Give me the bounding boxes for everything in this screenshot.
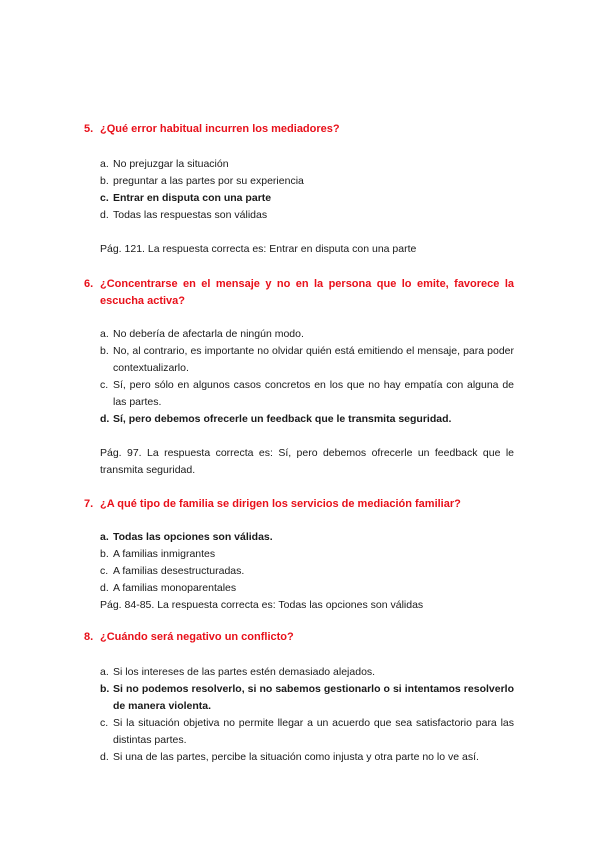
question-8 [84, 629, 514, 646]
option-letter: c. [100, 192, 109, 204]
question-number: 6. [84, 278, 94, 290]
question-number: 7. [84, 498, 94, 510]
option-text: Todas las opciones son válidas. [113, 531, 273, 543]
option-6c [100, 377, 514, 411]
option-letter: d. [100, 209, 109, 221]
option-letter: d. [100, 413, 110, 425]
option-letter: c. [100, 565, 109, 577]
option-letter: d. [100, 751, 109, 763]
option-7c [100, 563, 514, 580]
question-text: ¿Qué error habitual incurren los mediadores? [100, 123, 340, 135]
option-letter: a. [100, 158, 109, 170]
option-letter: a. [100, 328, 109, 340]
option-letter: b. [100, 175, 109, 187]
option-5b [100, 173, 514, 190]
option-text: Si los intereses de las partes estén demasiado alejados. [113, 666, 376, 678]
option-letter: c. [100, 717, 109, 729]
option-text: Todas las respuestas son válidas [113, 209, 268, 221]
question-number: 5. [84, 123, 94, 135]
question-5 [84, 121, 514, 138]
option-text: Sí, pero debemos ofrecerle un feedback que le transmita seguridad. [113, 413, 452, 425]
option-7b [100, 546, 514, 563]
option-5d [100, 207, 514, 224]
option-5a [100, 156, 514, 173]
option-5c [100, 190, 514, 207]
answer-5: Pág. 121. La respuesta correcta es: Entrar en disputa con una parte [100, 243, 417, 255]
question-number: 8. [84, 631, 94, 643]
option-letter: a. [100, 666, 109, 678]
option-7a [100, 529, 514, 546]
option-6d [100, 411, 514, 428]
option-6a [100, 326, 514, 343]
question-6 [84, 276, 514, 310]
option-7d [100, 580, 514, 597]
option-text: A familias desestructuradas. [113, 565, 245, 577]
option-letter: d. [100, 582, 109, 594]
option-text: A familias inmigrantes [113, 548, 216, 560]
option-text: Sí, pero sólo en algunos casos concretos en los que no hay empatía con alguna de las partes. [113, 379, 514, 408]
option-letter: b. [100, 548, 109, 560]
question-text: ¿Concentrarse en el mensaje y no en la persona que lo emite, favorece la escucha activa? [100, 278, 514, 307]
option-letter: a. [100, 531, 109, 543]
option-8b [100, 681, 514, 715]
option-letter: c. [100, 379, 109, 391]
option-6b [100, 343, 514, 377]
option-8d [100, 749, 514, 766]
option-text: preguntar a las partes por su experiencia [113, 175, 304, 187]
question-text: ¿A qué tipo de familia se dirigen los servicios de mediación familiar? [100, 498, 461, 510]
option-text: A familias monoparentales [113, 582, 237, 594]
question-7 [84, 496, 514, 513]
option-text: Entrar en disputa con una parte [113, 192, 272, 204]
option-text: Si no podemos resolverlo, si no sabemos gestionarlo o si intentamos resolverlo de manera violenta. [113, 683, 514, 712]
option-8c [100, 715, 514, 749]
option-text: No prejuzgar la situación [113, 158, 229, 170]
option-8a [100, 664, 514, 681]
answer-7: Pág. 84-85. La respuesta correcta es: Todas las opciones son válidas [100, 599, 424, 611]
option-letter: b. [100, 683, 110, 695]
option-letter: b. [100, 345, 109, 357]
question-text: ¿Cuándo será negativo un conflicto? [100, 631, 294, 643]
option-text: No, al contrario, es importante no olvidar quién está emitiendo el mensaje, para poder contextualizarlo. [113, 345, 514, 374]
answer-6: Pág. 97. La respuesta correcta es: Sí, pero debemos ofrecerle un feedback que le transmita seguridad. [100, 447, 514, 476]
option-text: No debería de afectarla de ningún modo. [113, 328, 304, 340]
option-text: Si una de las partes, percibe la situación como injusta y otra parte no lo ve así. [113, 751, 479, 763]
option-text: Si la situación objetiva no permite llegar a un acuerdo que sea satisfactorio para las distintas partes. [113, 717, 514, 746]
